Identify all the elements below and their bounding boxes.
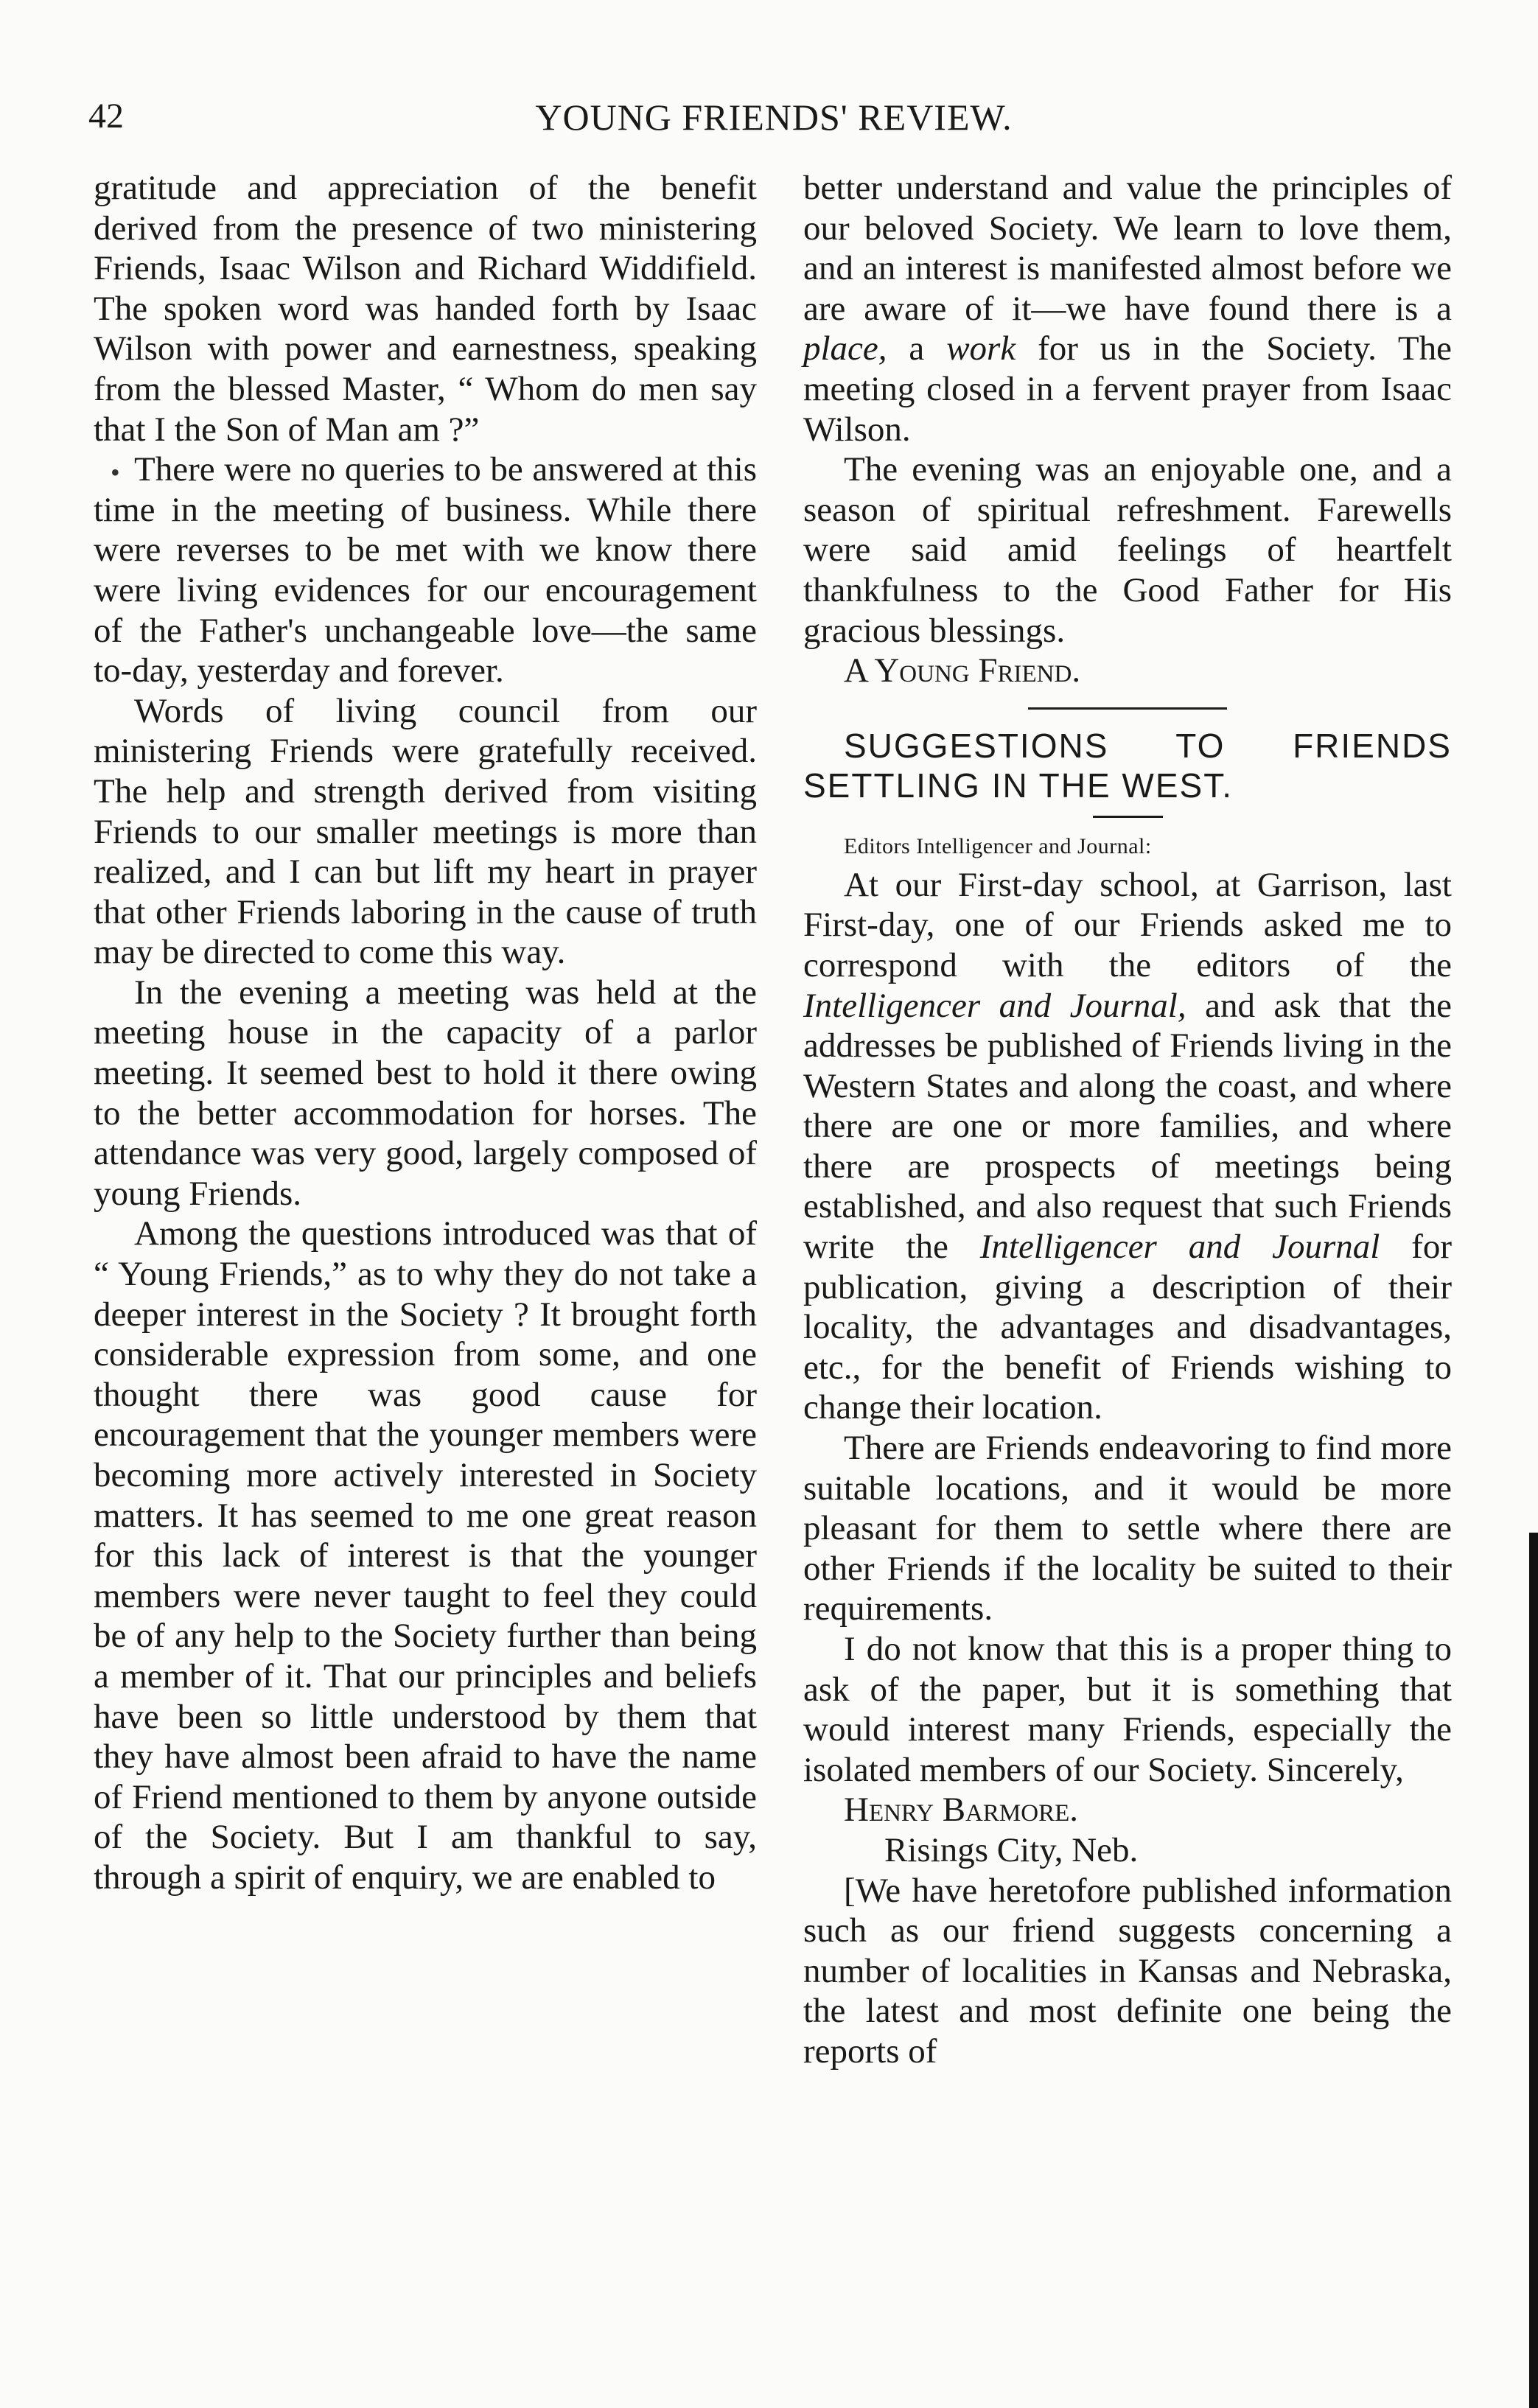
paragraph: Among the questions introduced was that of “ Young Friends,” as to why they do not take a deeper interest in the Society ? It brought forth considerable expression from some, and one thought there was good cause for encouragement that the younger members were becoming more actively interested in Society matters. It has seemed to me one great reason for this lack of interest is that the younger members were never taught to feel they could be of any help to the Society further than being a member of it. That our principles and beliefs have been so little understood by them that they have almost been afraid to have the name of Friend mentioned to them by anyone outside of the Society. But I am thankful to say, through a spirit of enquiry, we are enabled to [94, 1214, 757, 1897]
place-line: Risings City, Neb. [884, 1830, 1139, 1869]
text-run: better understand and value the principles of our beloved Society. We learn to love them, and an interest is manifested almost before we are aware of it—we have found there is a [803, 169, 1452, 328]
paragraph: gratitude and appreciation of the benefit derived from the presence of two ministering Friends, Isaac Wilson and Richard Widdifield. The spoken word was handed forth by Isaac Wilson with power and earnestness, speaking from the blessed Master, “ Whom do men say that I the Son of Man am ?” [94, 169, 757, 449]
signature: A Young Friend. [844, 651, 1081, 690]
page-header [88, 96, 1459, 147]
italic-word: work [946, 329, 1016, 368]
paragraph: There were no queries to be answered at this time in the meeting of business. While there were reverses to be met with we know there were living evidences for our encouragement of the Father's unchangeable love—the same to-day, yesterday and forever. [94, 450, 757, 690]
signature: Henry Barmore. [844, 1791, 1078, 1830]
divider [1028, 707, 1227, 710]
italic-word: place, [803, 329, 887, 368]
scan-edge-shadow [1529, 1533, 1538, 2408]
paragraph: Words of living council from our ministering Friends were gratefully received. The help and strength derived from visiting Friends to our smaller meetings is more than realized, and I can but lift my heart in prayer that other Friends laboring in the cause of truth may be directed to come this way. [94, 691, 757, 972]
paragraph: There are Friends endeavoring to find more suitable locations, and it would be more pleasant for them to settle where there are other Friends if the locality be suited to their requirements. [803, 1429, 1452, 1628]
text-run: a [887, 329, 947, 368]
italic-title: Intelligencer and Journal [979, 1228, 1380, 1267]
running-title: YOUNG FRIENDS' REVIEW. [535, 97, 1013, 138]
divider [1093, 816, 1163, 818]
right-column [803, 168, 1452, 2072]
section-title: SUGGESTIONS TO FRIENDS SETTLING IN THE WEST. [803, 726, 1452, 805]
italic-title: Intelligencer and Journal, [803, 986, 1186, 1025]
left-column [94, 168, 757, 1898]
paragraph: I do not know that this is a proper thing to ask of the paper, but it is something that would interest many Friends, especially the isolated members of our Society. Sincerely, [803, 1630, 1452, 1789]
editors-line: Editors Intelligencer and Journal: [844, 833, 1152, 858]
paragraph [803, 168, 1452, 449]
text-run: for us in the Society. The meeting closed in a fervent prayer from Isaac Wilson. [803, 329, 1452, 449]
paragraph: In the evening a meeting was held at the meeting house in the capacity of a parlor meeting. It seemed best to hold it there owing to the better accommodation for horses. The attendance was very good, largely composed of young Friends. [94, 973, 757, 1213]
paragraph [803, 865, 1452, 1428]
paragraph: [We have heretofore published information such as our friend suggests concerning a number of localities in Kansas and Nebraska, the latest and most definite one being the reports of [803, 1871, 1452, 2071]
stray-mark: • [111, 458, 120, 487]
text-run: At our First-day school, at Garrison, last First-day, one of our Friends asked me to correspond with the editors of the [803, 865, 1452, 984]
paragraph: The evening was an enjoyable one, and a season of spiritual refreshment. Farewells were said amid feelings of heartfelt thankfulness to the Good Father for His gracious blessings. [803, 450, 1452, 650]
page-number: 42 [88, 97, 124, 136]
text-run: and ask that the addresses be published of Friends living in the Western States and along the coast, and where there are one or more families, and where there are prospects of meetings being established, and also request that such Friends write the [803, 986, 1452, 1267]
text-run: for publication, giving a description of their locality, the advantages and disadvantages, etc., for the benefit of Friends wishing to change their location. [803, 1228, 1452, 1427]
